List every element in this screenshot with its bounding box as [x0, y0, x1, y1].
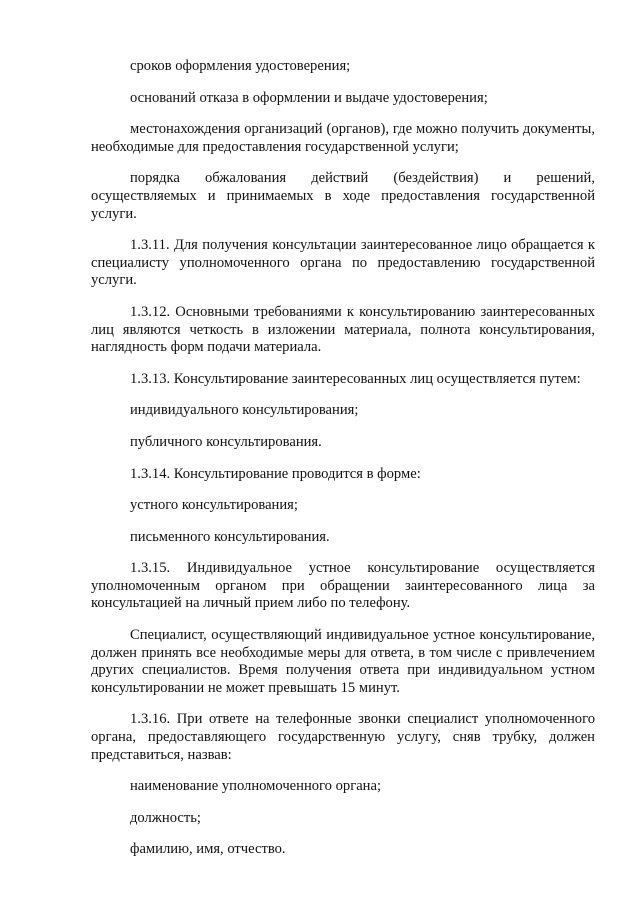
text-paragraph: 1.3.13. Консультирование заинтересованных лиц осуществляется путем: [130, 370, 581, 387]
document-page [91, 58, 595, 859]
text-paragraph: публичного консультирования. [130, 433, 322, 450]
text-paragraph: местонахождения организаций (органов), где можно получить документы, необходимые для предоставления государственной услуги; [91, 121, 595, 155]
text-paragraph: наименование уполномоченного органа; [130, 778, 382, 795]
text-paragraph: устного консультирования; [130, 497, 298, 514]
text-paragraph: 1.3.14. Консультирование проводится в форме: [130, 465, 421, 482]
text-paragraph: 1.3.12. Основными требованиями к консультированию заинтересованных лиц являются четкость в изложении материала, полнота консультирования, наглядность форм подачи материала. [91, 303, 595, 356]
text-paragraph: 1.3.11. Для получения консультации заинтересованное лицо обращается к специалисту уполномоченного органа по предоставлению государственной услуги. [91, 237, 595, 289]
text-paragraph: должность; [130, 809, 201, 826]
text-paragraph: сроков оформления удостоверения; [130, 58, 351, 74]
text-paragraph: фамилию, имя, отчество. [130, 841, 286, 858]
text-paragraph: Специалист, осуществляющий индивидуальное устное консультирование, должен принять все необходимые меры для ответа, в том числе с привлечением других специалистов. Время получения ответа при индивидуальном устном консультировании не может превышать 15 минут. [91, 627, 595, 696]
text-paragraph: индивидуального консультирования; [130, 402, 359, 419]
text-paragraph: 1.3.16. При ответе на телефонные звонки специалист уполномоченного органа, предоставляющего государственную услугу, сняв трубку, должен представиться, назвав: [91, 711, 595, 763]
text-paragraph: 1.3.15. Индивидуальное устное консультирование осуществляется уполномоченным органом при обращении заинтересованного лица за консультацией на личный прием либо по телефону. [91, 560, 595, 612]
text-paragraph: оснований отказа в оформлении и выдаче удостоверения; [130, 89, 488, 106]
text-paragraph: порядка обжалования действий (бездействия) и решений, осуществляемых и принимаемых в ходе предоставления государственной услуги. [91, 170, 595, 222]
text-paragraph: письменного консультирования. [130, 528, 330, 545]
